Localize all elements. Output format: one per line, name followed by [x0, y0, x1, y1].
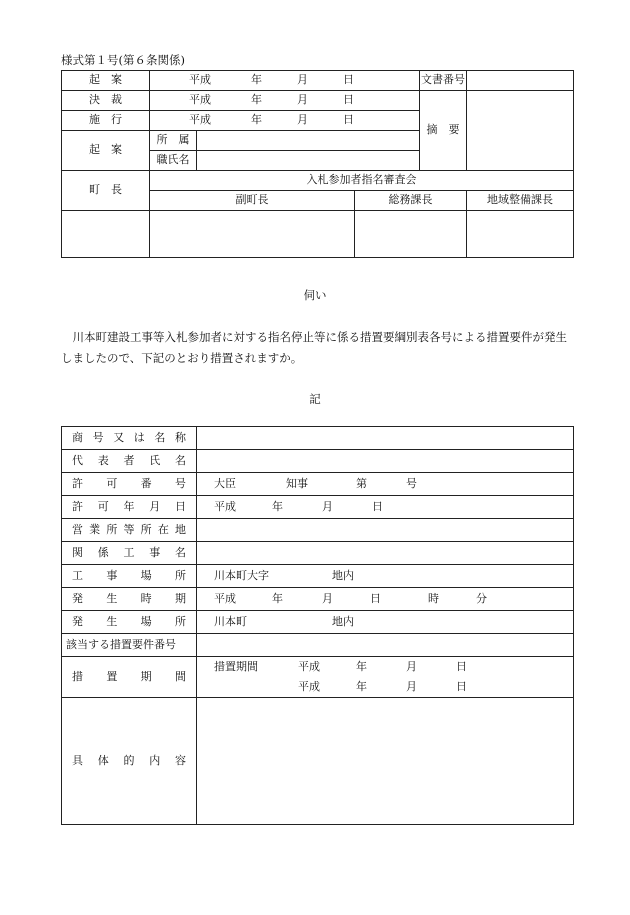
hassei-jiki-field[interactable]: 平成 年 月 日 時 分	[197, 588, 574, 611]
sochi-kikan-label: 措置期間	[62, 657, 197, 698]
body-paragraph: 川本町建設工事等入札参加者に対する指名停止等に係る措置要綱別表各号による措置要件が発生しましたので、下記のとおり措置されますか。	[61, 330, 567, 365]
gutai-label: 具体的内容	[62, 698, 197, 825]
kyoka-bango-label: 許可番号	[62, 473, 197, 496]
committee-label: 入札参加者指名審査会	[150, 171, 574, 191]
kyoka-bango-field[interactable]: 大臣 知事 第 号	[197, 473, 574, 496]
fukuchocho-label: 副町長	[150, 191, 355, 211]
inquiry-title: 伺い	[303, 288, 327, 302]
gaito-label: 該当する措置要件番号	[62, 634, 197, 657]
eigyosho-label: 営業所等所在地	[62, 519, 197, 542]
kessai-label: 決 裁	[62, 91, 150, 111]
fukuchocho-seal[interactable]	[150, 211, 355, 258]
shogo-field[interactable]	[197, 427, 574, 450]
somu-seal[interactable]	[355, 211, 467, 258]
tekiyo-label: 摘 要	[420, 91, 467, 171]
eigyosho-field[interactable]	[197, 519, 574, 542]
gutai-field[interactable]	[197, 698, 574, 825]
shiko-date: 平成 年 月 日	[150, 111, 420, 131]
sochi-kikan-field[interactable]: 措置期間 平成 年 月 日 平成 年 月 日	[197, 657, 574, 698]
document-number-label: 文書番号	[420, 71, 467, 91]
shiko-label: 施 行	[62, 111, 150, 131]
chiiki-label: 地域整備課長	[467, 191, 574, 211]
approval-table	[61, 70, 574, 258]
ki-heading: 記	[309, 392, 321, 406]
gaito-field[interactable]	[197, 634, 574, 657]
shogo-label: 商号又は名称	[62, 427, 197, 450]
details-table	[61, 426, 574, 825]
hassei-basho-label: 発生場所	[62, 611, 197, 634]
chocho-seal[interactable]	[62, 211, 150, 258]
kyoka-date-field[interactable]: 平成 年 月 日	[197, 496, 574, 519]
somu-label: 総務課長	[355, 191, 467, 211]
shozoku-label: 所 属	[150, 131, 197, 151]
chiiki-seal[interactable]	[467, 211, 574, 258]
shozoku-field[interactable]	[197, 131, 420, 151]
koji-basho-label: 工事場所	[62, 565, 197, 588]
document-number-field[interactable]	[467, 71, 574, 91]
kyoka-date-label: 許可年月日	[62, 496, 197, 519]
kessai-date: 平成 年 月 日	[150, 91, 420, 111]
shokushimei-field[interactable]	[197, 151, 420, 171]
shokushimei-label: 職氏名	[150, 151, 197, 171]
hassei-jiki-label: 発生時期	[62, 588, 197, 611]
hassei-basho-field[interactable]: 川本町 地内	[197, 611, 574, 634]
koji-basho-field[interactable]: 川本町大字 地内	[197, 565, 574, 588]
form-number: 様式第１号(第６条関係)	[61, 53, 185, 67]
kian2-label: 起 案	[62, 131, 150, 171]
daihyo-field[interactable]	[197, 450, 574, 473]
kankei-label: 関係工事名	[62, 542, 197, 565]
kian-label: 起 案	[62, 71, 150, 91]
daihyo-label: 代表者氏名	[62, 450, 197, 473]
chocho-label: 町 長	[62, 171, 150, 211]
kian-date: 平成 年 月 日	[150, 71, 420, 91]
tekiyo-field[interactable]	[467, 91, 574, 171]
kankei-field[interactable]	[197, 542, 574, 565]
